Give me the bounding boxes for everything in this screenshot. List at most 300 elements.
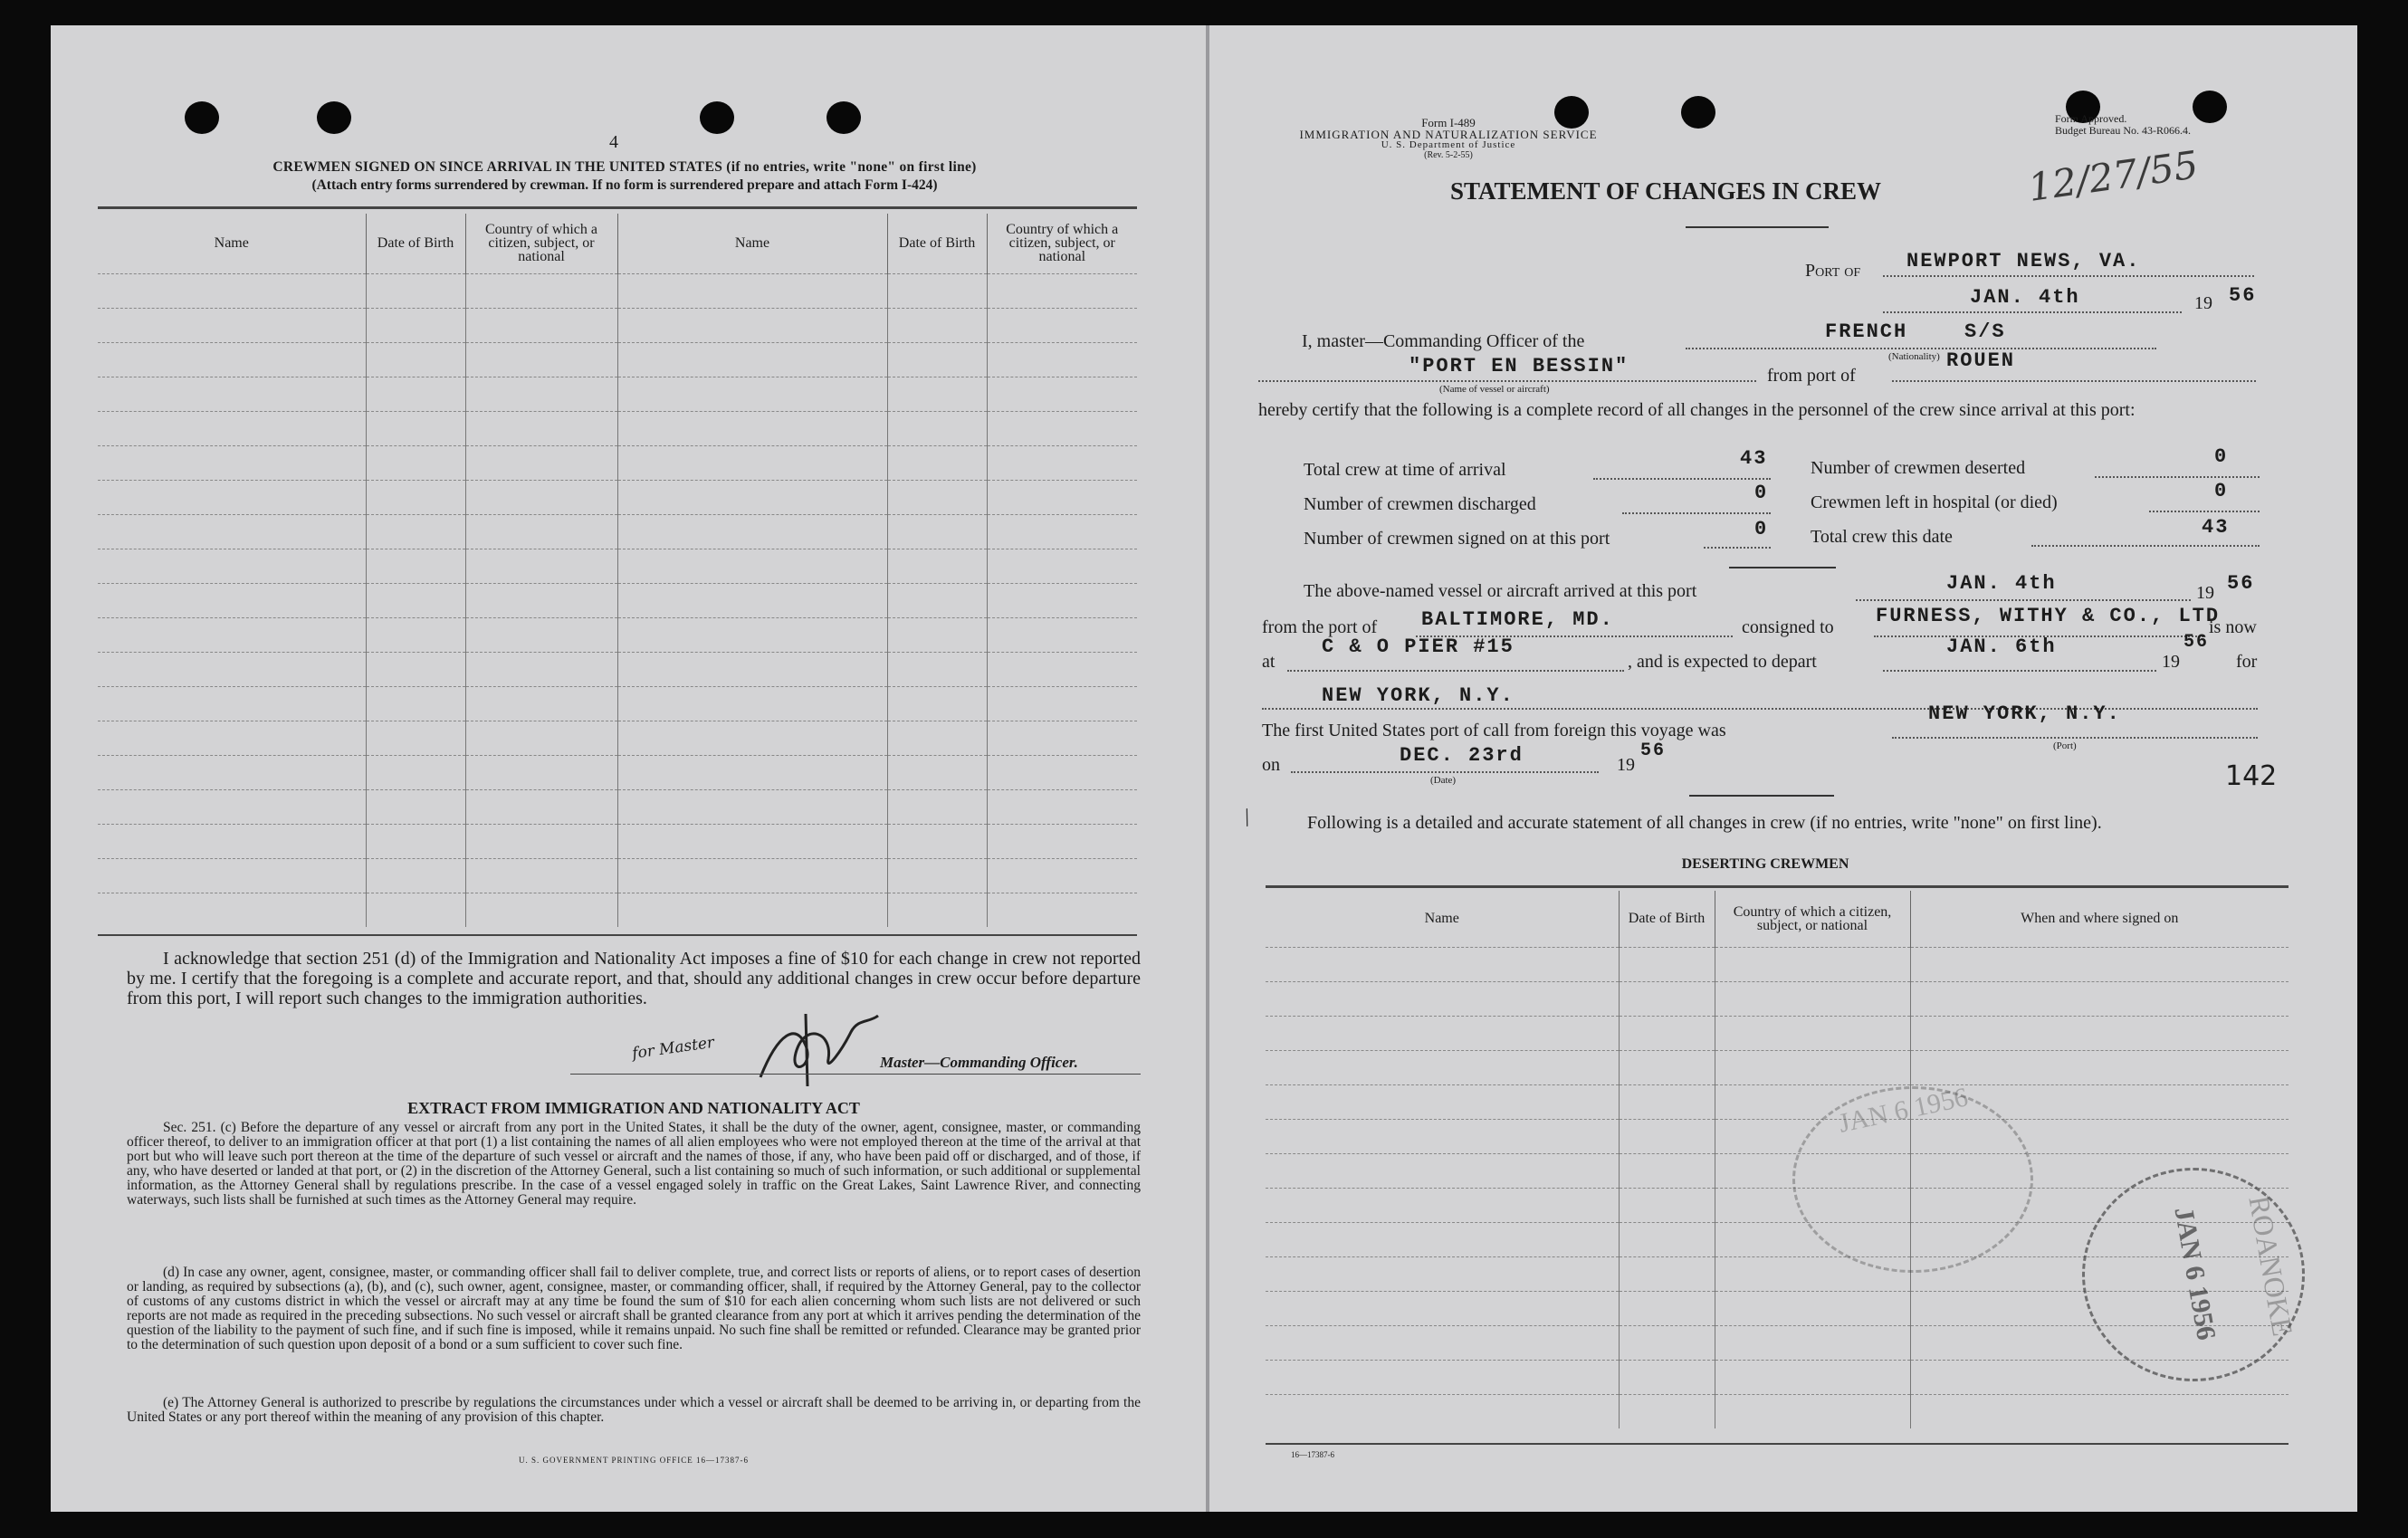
table-body	[98, 273, 1137, 927]
table-row	[98, 617, 1137, 652]
table-cell	[1266, 1360, 1619, 1394]
table-cell	[1619, 1119, 1715, 1153]
table-cell	[617, 824, 887, 858]
table-cell	[987, 652, 1137, 686]
table-cell	[617, 549, 887, 583]
table-cell	[98, 273, 366, 308]
fill-line	[1686, 348, 2156, 349]
table-cell	[987, 549, 1137, 583]
table-cell	[1619, 1188, 1715, 1222]
extract-title: EXTRACT FROM IMMIGRATION AND NATIONALITY ACT	[407, 1099, 860, 1117]
acknowledgment-text: I acknowledge that section 251 (d) of the Immigration and Nationality Act imposes a fine of $10 for each change in crew not reported by me. I certify that the foregoing is a complete and accurate report, and that, should any additional changes in crew occur before departure from this port, I will report such changes to the immigration authorities.	[127, 949, 1141, 1008]
vessel-kind: S/S	[1964, 320, 2006, 343]
column-header: Date of Birth	[366, 214, 465, 273]
punch-hole	[827, 101, 861, 134]
table-cell	[987, 824, 1137, 858]
table-cell	[98, 789, 366, 824]
report-date: JAN. 4th	[1970, 286, 2080, 309]
handwritten-date: 12/27/55	[2025, 142, 2202, 210]
table-cell	[98, 652, 366, 686]
table-cell	[1619, 1360, 1715, 1394]
table-cell	[1619, 1016, 1715, 1050]
at-value: C & O PIER #15	[1322, 635, 1515, 658]
table-cell	[1266, 1188, 1619, 1222]
discharged-value: 0	[1754, 482, 1769, 504]
table-cell	[1715, 1050, 1910, 1084]
consigned-label: consigned to	[1742, 617, 1834, 637]
table-cell	[1619, 1050, 1715, 1084]
table-cell	[366, 445, 465, 480]
table-row	[98, 342, 1137, 377]
agency-name: IMMIGRATION AND NATURALIZATION SERVICE	[1299, 128, 1598, 141]
signed-on-value: 0	[1754, 518, 1769, 540]
table-cell	[987, 411, 1137, 445]
fill-line	[1291, 771, 1599, 773]
column-header: Date of Birth	[1619, 891, 1715, 947]
table-cell	[465, 549, 617, 583]
table-cell	[366, 893, 465, 927]
table-cell	[98, 342, 366, 377]
table-cell	[366, 273, 465, 308]
section-251e: (e) The Attorney General is authorized to prescribe by regulations the circumstances under which a vessel or aircraft shall be deemed to be arriving in, or departing from the United States or any port thereof within the meaning of any provision of this chapter.	[127, 1395, 1141, 1425]
on-date: DEC. 23rd	[1400, 744, 1524, 767]
table-cell	[1266, 1222, 1619, 1256]
check-mark: /	[1238, 803, 1256, 833]
rule	[1686, 226, 1829, 228]
table-cell	[617, 308, 887, 342]
table-cell	[617, 721, 887, 755]
signature	[742, 996, 896, 1095]
column-header: Name	[1424, 911, 1459, 927]
table-row	[98, 789, 1137, 824]
total-today-value: 43	[2202, 516, 2230, 539]
column-header: Name	[617, 214, 887, 273]
form-title: STATEMENT OF CHANGES IN CREW	[1449, 177, 1882, 205]
column-header: Country of which a citizen, subject, or national	[1715, 891, 1910, 947]
table-cell	[887, 893, 987, 927]
table-cell	[887, 514, 987, 549]
table-row	[98, 755, 1137, 789]
page-fold	[1206, 25, 1209, 1512]
section-251c: Sec. 251. (c) Before the departure of any vessel or aircraft from any port in the United States, it shall be the duty of the owner, agent, consignee, master, or commanding officer thereof, to deliver to an immigration officer at that port (1) a list containing the names of all alien employees who were not employed thereon at the time of the arrival at that port but who will leave such port thereon at the time of the departure of such vessel or aircraft and the names of those, if any, who have been paid off or discharged, and of those, if any, who have deserted or landed at that port, or (2) in the discretion of the Attorney General, such a list containing so much of such information, or such additional or supplemental information, as the Attorney General shall by regulations prescribe. In the case of a vessel engaged solely in traffic on the Great Lakes, Saint Lawrence River, and connecting waterways, such lists shall be furnished at such times as the Attorney General may require.	[127, 1120, 1141, 1208]
table-cell	[887, 652, 987, 686]
fill-line	[2031, 545, 2260, 547]
table-cell	[366, 858, 465, 893]
arrived-date: JAN. 4th	[1946, 572, 2057, 595]
from-the-port-value: BALTIMORE, MD.	[1421, 608, 1614, 631]
table-cell	[98, 893, 366, 927]
table-cell	[98, 480, 366, 514]
table-cell	[366, 789, 465, 824]
table-row	[98, 480, 1137, 514]
table-cell	[1619, 1153, 1715, 1188]
table-cell	[1715, 981, 1910, 1016]
table-cell	[1266, 1153, 1619, 1188]
table-cell	[887, 308, 987, 342]
page-number-handwritten: 142	[2225, 760, 2278, 792]
table-cell	[98, 377, 366, 411]
table-cell	[366, 686, 465, 721]
table-cell	[465, 583, 617, 617]
table-cell	[98, 583, 366, 617]
table-cell	[987, 445, 1137, 480]
table-cell	[366, 411, 465, 445]
table-cell	[1266, 1016, 1619, 1050]
table-cell	[887, 583, 987, 617]
column-header: When and where signed on	[1910, 891, 2289, 947]
total-arrival-label: Total crew at time of arrival	[1304, 460, 1506, 480]
fill-line	[2149, 511, 2260, 512]
table-cell	[465, 480, 617, 514]
is-now-label: is now	[2209, 617, 2257, 637]
table-row	[98, 445, 1137, 480]
fill-line	[1892, 737, 2258, 739]
table-row	[98, 893, 1137, 927]
table-cell	[98, 686, 366, 721]
from-the-port-label: from the port of	[1262, 617, 1378, 637]
table-cell	[98, 308, 366, 342]
vessel-name: "PORT EN BESSIN"	[1409, 355, 1629, 377]
table-cell	[1910, 981, 2289, 1016]
year-prefix: 19	[2162, 652, 2180, 672]
table-cell	[1619, 1394, 1715, 1428]
table-row	[98, 721, 1137, 755]
year-prefix: 19	[2194, 293, 2212, 313]
fill-line	[2095, 476, 2260, 478]
table-row	[98, 273, 1137, 308]
table-row	[1266, 1084, 2289, 1119]
table-cell	[1266, 1084, 1619, 1119]
table-cell	[98, 549, 366, 583]
table-cell	[887, 411, 987, 445]
section-heading: CREWMEN SIGNED ON SINCE ARRIVAL IN THE UNITED STATES (if no entries, write "none" on first line)	[272, 159, 977, 175]
fill-line	[1856, 599, 2191, 601]
table-cell	[987, 686, 1137, 721]
column-header: Name	[214, 235, 249, 252]
deserting-title: DESERTING CREWMEN	[1681, 856, 1849, 872]
table-cell	[465, 686, 617, 721]
table-cell	[887, 755, 987, 789]
rule	[1266, 885, 2289, 888]
table-cell	[887, 721, 987, 755]
table-cell	[987, 514, 1137, 549]
table-cell	[465, 514, 617, 549]
on-label: on	[1262, 755, 1280, 775]
master-line-label: I, master—Commanding Officer of the	[1302, 331, 1585, 351]
form-revision: (Rev. 5-2-55)	[1424, 150, 1473, 160]
table-row	[98, 549, 1137, 583]
table-cell	[987, 583, 1137, 617]
punch-hole	[2193, 91, 2227, 123]
table-cell	[1715, 1394, 1910, 1428]
table-cell	[617, 583, 887, 617]
certify-text: hereby certify that the following is a complete record of all changes in the personnel of the crew since arrival at this port:	[1258, 400, 2136, 420]
table-cell	[1715, 1360, 1910, 1394]
rule	[1266, 1443, 2289, 1445]
table-row	[98, 308, 1137, 342]
table-cell	[617, 342, 887, 377]
table-cell	[366, 652, 465, 686]
fill-line	[1892, 380, 2256, 382]
table-row	[1266, 1119, 2289, 1153]
on-year: 56	[1640, 740, 1667, 761]
table-cell	[617, 652, 887, 686]
table-cell	[366, 342, 465, 377]
table-cell	[617, 755, 887, 789]
table-cell	[617, 514, 887, 549]
table-cell	[1619, 981, 1715, 1016]
table-cell	[887, 480, 987, 514]
from-port-value: ROUEN	[1946, 349, 2016, 372]
table-row	[1266, 1050, 2289, 1084]
fill-line	[1593, 478, 1771, 480]
table-cell	[887, 549, 987, 583]
table-row	[1266, 947, 2289, 981]
punch-hole	[700, 101, 734, 134]
table-row	[98, 652, 1137, 686]
table-cell	[987, 273, 1137, 308]
punch-hole	[317, 101, 351, 134]
table-cell	[1266, 947, 1619, 981]
table-row	[1266, 1016, 2289, 1050]
expected-label: , and is expected to depart	[1628, 652, 1817, 672]
consigned-value: FURNESS, WITHY & CO., LTD	[1876, 605, 2221, 627]
table-cell	[987, 858, 1137, 893]
table-cell	[465, 858, 617, 893]
table-cell	[98, 721, 366, 755]
hospital-label: Crewmen left in hospital (or died)	[1811, 492, 2058, 512]
column-header: Date of Birth	[887, 214, 987, 273]
following-text: Following is a detailed and accurate statement of all changes in crew (if no entries, write "none" on first line).	[1307, 813, 2102, 833]
signature-line	[570, 1074, 1141, 1075]
table-cell	[1910, 1016, 2289, 1050]
table-cell	[887, 617, 987, 652]
table-cell	[1619, 947, 1715, 981]
table-cell	[465, 789, 617, 824]
table-cell	[1715, 1291, 1910, 1325]
table-cell	[1715, 947, 1910, 981]
department-name: U. S. Department of Justice	[1381, 139, 1516, 150]
signature-note: for Master	[631, 1033, 716, 1064]
rule	[1689, 795, 1834, 797]
table-cell	[617, 411, 887, 445]
total-arrival-value: 43	[1740, 447, 1768, 470]
table-cell	[987, 308, 1137, 342]
fill-line	[1883, 275, 2254, 277]
table-cell	[98, 755, 366, 789]
table-cell	[465, 273, 617, 308]
at-label: at	[1262, 652, 1276, 672]
table-cell	[366, 583, 465, 617]
table-cell	[887, 824, 987, 858]
table-cell	[1910, 1050, 2289, 1084]
table-cell	[887, 377, 987, 411]
table-cell	[1619, 1291, 1715, 1325]
crewmen-signed-on-table	[98, 214, 1137, 927]
table-cell	[1619, 1325, 1715, 1360]
total-today-label: Total crew this date	[1811, 527, 1953, 547]
table-cell	[465, 755, 617, 789]
table-cell	[1619, 1256, 1715, 1291]
table-cell	[98, 824, 366, 858]
fill-line	[1883, 670, 2156, 672]
table-cell	[617, 858, 887, 893]
table-cell	[465, 342, 617, 377]
table-cell	[366, 308, 465, 342]
signature-caption: Master—Commanding Officer.	[880, 1054, 1078, 1071]
table-row	[1266, 981, 2289, 1016]
deserted-label: Number of crewmen deserted	[1811, 458, 2026, 478]
table-cell	[465, 411, 617, 445]
postmark-stamp-text: JAN 6 1956	[2168, 1205, 2222, 1342]
table-cell	[617, 445, 887, 480]
form-number: Form I-489	[1421, 116, 1476, 129]
table-cell	[987, 617, 1137, 652]
form-footer: 16—17387-6	[1291, 1450, 1334, 1459]
fill-line	[1258, 380, 1756, 382]
table-row	[98, 377, 1137, 411]
punch-hole	[185, 101, 219, 134]
hospital-value: 0	[2214, 480, 2229, 502]
table-cell	[987, 893, 1137, 927]
first-port-value: NEW YORK, N.Y.	[1928, 702, 2121, 725]
year-prefix: 19	[2196, 583, 2214, 603]
table-cell	[98, 411, 366, 445]
deserted-value: 0	[2214, 445, 2229, 468]
table-cell	[366, 824, 465, 858]
port-caption: (Port)	[2053, 740, 2077, 751]
table-cell	[987, 755, 1137, 789]
for-label: for	[2236, 652, 2258, 672]
destination-value: NEW YORK, N.Y.	[1322, 684, 1515, 707]
arrived-year: 56	[2227, 572, 2255, 595]
table-cell	[1715, 1016, 1910, 1050]
table-cell	[98, 858, 366, 893]
vessel-caption: (Name of vessel or aircraft)	[1439, 384, 1550, 395]
table-row	[98, 686, 1137, 721]
table-cell	[1266, 1119, 1619, 1153]
table-cell	[1266, 1050, 1619, 1084]
table-cell	[617, 480, 887, 514]
table-cell	[366, 755, 465, 789]
arrived-label: The above-named vessel or aircraft arrived at this port	[1304, 581, 1697, 601]
table-row	[98, 824, 1137, 858]
table-row	[1266, 1394, 2289, 1428]
postmark-location: ROANOKE	[2242, 1193, 2300, 1339]
table-cell	[617, 893, 887, 927]
from-port-label: from port of	[1767, 366, 1856, 386]
table-cell	[98, 445, 366, 480]
port-value: NEWPORT NEWS, VA.	[1906, 250, 2141, 272]
section-subheading: (Attach entry forms surrendered by crewman. If no form is surrendered prepare and attach Form I-424)	[311, 177, 938, 193]
rule	[98, 934, 1137, 936]
port-label: Port of	[1805, 261, 1861, 281]
table-cell	[887, 686, 987, 721]
section-251d: (d) In case any owner, agent, consignee, master, or commanding officer shall fail to deliver complete, true, and correct lists or reports of aliens, or to report cases of desertion or landing, as required by subsections (a), (b), and (c), such owner, agent, consignee, master, or commanding officer, shall, if required by the Attorney General, pay to the collector of customs of any customs district in which the vessel or aircraft may at any time be found the sum of $10 for each alien concerning whom such lists are not delivered or such reports are not made as required in the preceding subsections. No such vessel or aircraft shall be granted clearance from any port at which it arrives pending the determination of the question of the liability to the payment of such fine, and if such fine is imposed, while it remains unpaid. No such fine shall be remitted or refunded. Clearance may be granted prior to the determination of such question upon deposit of a bond or a sum sufficient to cover such fine.	[127, 1265, 1141, 1352]
table-row	[98, 858, 1137, 893]
table-cell	[1266, 1256, 1619, 1291]
table-cell	[465, 617, 617, 652]
report-year: 56	[2229, 284, 2257, 307]
table-cell	[465, 308, 617, 342]
rule	[98, 206, 1137, 209]
table-cell	[987, 480, 1137, 514]
table-cell	[987, 377, 1137, 411]
page-number: 4	[609, 132, 618, 152]
nationality-value: FRENCH	[1825, 320, 1908, 343]
table-cell	[1266, 1291, 1619, 1325]
table-cell	[366, 377, 465, 411]
depart-date: JAN. 6th	[1946, 635, 2057, 658]
table-cell	[98, 617, 366, 652]
fill-line	[1883, 311, 2182, 313]
table-cell	[465, 824, 617, 858]
table-cell	[1619, 1084, 1715, 1119]
table-cell	[1266, 1394, 1619, 1428]
fill-line	[1704, 547, 1771, 549]
table-row	[98, 583, 1137, 617]
table-cell	[366, 514, 465, 549]
table-cell	[617, 273, 887, 308]
table-cell	[465, 652, 617, 686]
table-cell	[1266, 1325, 1619, 1360]
table-cell	[1715, 1325, 1910, 1360]
table-cell	[987, 342, 1137, 377]
form-approved: Form Approved.	[2055, 112, 2127, 125]
table-cell	[465, 721, 617, 755]
table-cell	[617, 617, 887, 652]
table-row	[98, 411, 1137, 445]
table-cell	[987, 789, 1137, 824]
table-cell	[1619, 1222, 1715, 1256]
year-prefix: 19	[1617, 755, 1635, 775]
printing-office-footer: U. S. GOVERNMENT PRINTING OFFICE 16—17387-6	[518, 1456, 750, 1465]
table-cell	[366, 721, 465, 755]
fill-line	[1622, 512, 1771, 514]
table-cell	[465, 893, 617, 927]
table-cell	[617, 686, 887, 721]
table-cell	[617, 789, 887, 824]
table-cell	[887, 342, 987, 377]
nationality-caption: (Nationality)	[1888, 351, 1940, 362]
budget-bureau: Budget Bureau No. 43-R066.4.	[2055, 124, 2191, 137]
table-cell	[1266, 981, 1619, 1016]
table-cell	[465, 445, 617, 480]
rule	[1729, 567, 1836, 568]
table-cell	[887, 789, 987, 824]
faded-stamp-text: JAN 6 1956	[1836, 1082, 1971, 1139]
table-cell	[987, 721, 1137, 755]
table-cell	[366, 617, 465, 652]
table-cell	[1910, 947, 2289, 981]
column-header: Country of which a citizen, subject, or national	[465, 214, 617, 273]
depart-year: 56	[2183, 632, 2210, 653]
signed-on-label: Number of crewmen signed on at this port	[1304, 529, 1610, 549]
table-cell	[465, 377, 617, 411]
fill-line	[1287, 670, 1624, 672]
first-port-label: The first United States port of call from foreign this voyage was	[1262, 721, 1726, 740]
table-cell	[98, 514, 366, 549]
table-cell	[366, 480, 465, 514]
column-header: Country of which a citizen, subject, or national	[987, 214, 1137, 273]
date-caption: (Date)	[1430, 775, 1457, 786]
table-cell	[366, 549, 465, 583]
table-cell	[617, 377, 887, 411]
discharged-label: Number of crewmen discharged	[1304, 494, 1536, 514]
table-cell	[1910, 1394, 2289, 1428]
table-cell	[887, 273, 987, 308]
punch-hole	[1681, 96, 1715, 129]
